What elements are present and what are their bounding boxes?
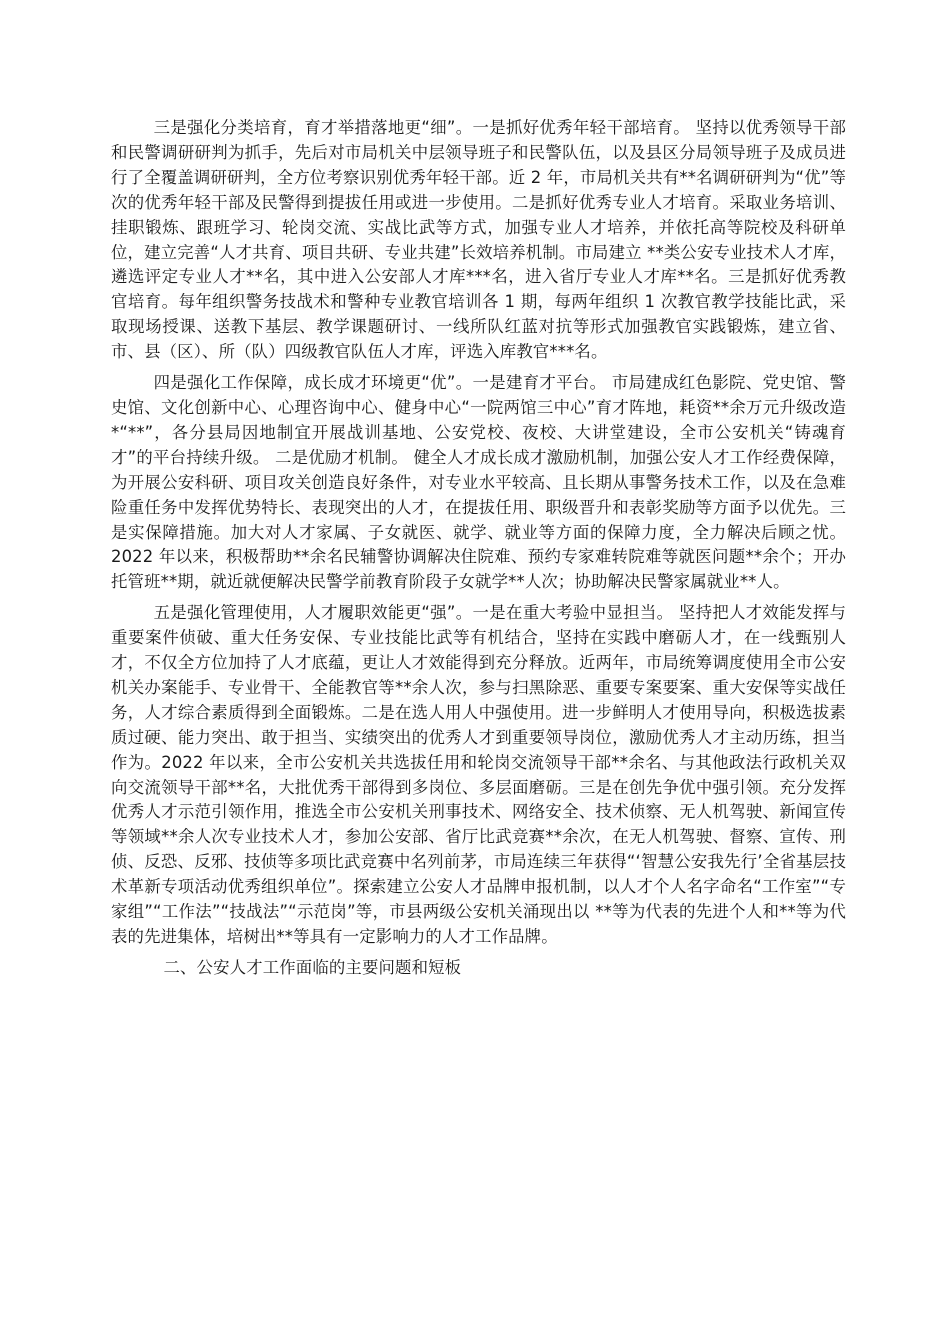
paragraph-work-guarantee: 四是强化工作保障，成长成才环境更“优”。一是建育才平台。 市局建成红色影院、党史馆、警史馆、文化创新中心、心理咨询中心、健身中心“一院两馆三中心”育才阵地，耗资**余万元升级改造*“**”，各分县局因地制宜开展战训基地、公安党校、夜校、大讲堂建设，全市公安机关“铸魂育才”的平台持续升级。 二是优励才机制。 健全人才成长成才激励机制，加强公安人才工作经费保障，为开展公安科研、项目攻关创造良好条件，对专业水平较高、且长期从事警务技术工作，以及在急难险重任务中发挥优势特长、表现突出的人才，在提拔任用、职级晋升和表彰奖励等方面予以优先。三是实保障措施。加大对人才家属、子女就医、就学、就业等方面的保障力度，全力解决后顾之忧。2022 年以来，积极帮助**余名民辅警协调解决住院难、预约专家难转院难等就医问题**余个；开办托管班**期，就近就便解决民警学前教育阶段子女就学**人次；协助解决民警家属就业**人。: [111, 373, 846, 592]
section-heading: 二、公安人才工作面临的主要问题和短板: [163, 957, 462, 977]
paragraph-management-use: 五是强化管理使用，人才履职效能更“强”。一是在重大考验中显担当。 坚持把人才效能发挥与重要案件侦破、重大任务安保、专业技能比武等有机结合，坚持在实践中磨砺人才，在一线甄别人才，不仅全方位加持了人才底蕴，更让人才效能得到充分释放。近两年，市局统筹调度使用全市公安机关办案能手、专业骨干、全能教官等**余人次，参与扫黑除恶、重要专案要案、重大安保等实战任务，人才综合素质得到全面锻炼。二是在选人用人中强使用。进一步鲜明人才使用导向，积极选拔素质过硬、能力突出、敢于担当、实绩突出的优秀人才到重要领导岗位，激励优秀人才主动历练，担当作为。2022 年以来，全市公安机关共选拔任用和轮岗交流领导干部**余名、与其他政法行政机关双向交流领导干部**名，大批优秀干部得到多岗位、多层面磨砺。三是在创先争优中强引领。充分发挥优秀人才示范引领作用，推选全市公安机关刑事技术、网络安全、技术侦察、无人机驾驶、新闻宣传等领域**余人次专业技术人才，参加公安部、省厅比武竞赛**余次，在无人机驾驶、督察、宣传、刑侦、反恐、反邪、技侦等多项比武竞赛中名列前茅，市局连续三年获得“‘智慧公安我先行’全省基层技术革新专项活动优秀组织单位”。探索建立公安人才品牌申报机制，以人才个人名字命名“工作室”“专家组”“工作法”“技战法”“示范岗”等，市县两级公安机关涌现出以 **等为代表的先进个人和**等为代表的先进集体，培树出**等具有一定影响力的人才工作品牌。: [111, 603, 846, 946]
document-page: [111, 116, 846, 981]
paragraph-talent-cultivation: 三是强化分类培育，育才举措落地更“细”。一是抓好优秀年轻干部培育。 坚持以优秀领导干部和民警调研研判为抓手，先后对市局机关中层领导班子和民警队伍，以及县区分局领导班子及成员进行了全覆盖调研研判，全方位考察识别优秀年轻干部。近 2 年，市局机关共有**名调研研判为“优”等次的优秀年轻干部及民警得到提拔任用或进一步使用。二是抓好优秀专业人才培育。采取业务培训、挂职锻炼、跟班学习、轮岗交流、实战比武等方式，加强专业人才培养，并依托高等院校及科研单位，建立完善“人才共育、项目共研、专业共建”长效培养机制。市局建立 **类公安专业技术人才库，遴选评定专业人才**名，其中进入公安部人才库***名，进入省厅专业人才库**名。三是抓好优秀教官培育。每年组织警务技战术和警种专业教官培训各 1 期，每两年组织 1 次教官教学技能比武，采取现场授课、送教下基层、教学课题研讨、一线所队红蓝对抗等形式加强教官实践锻炼，建立省、市、县（区）、所（队）四级教官队伍人才库，评选入库教官***名。: [111, 118, 846, 362]
